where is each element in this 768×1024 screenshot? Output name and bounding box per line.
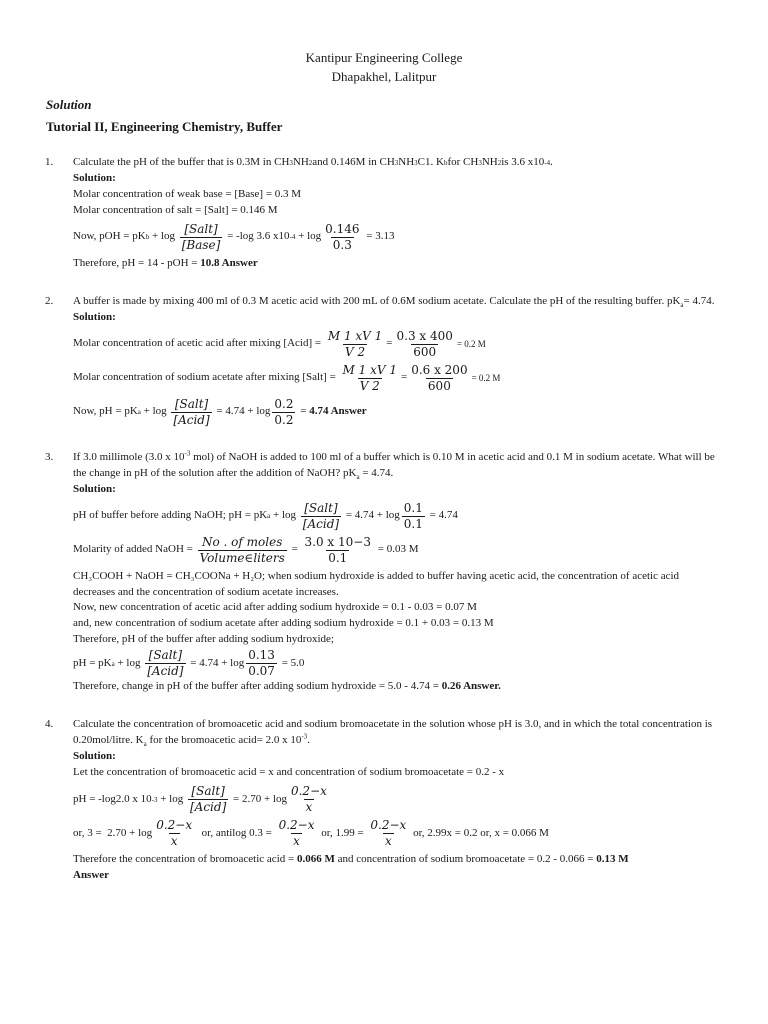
equation-line: Molarity of added NaOH = $\frac{\text{No . of moles}}{\text{Volume∈liters}}$ = $\frac{3.0 x 10-3}{0.1}$ = 0.03 M <box>73 534 419 565</box>
eq-text: = -log 3.6 x10 <box>224 230 290 243</box>
question-text: Calculate the pH of the buffer that is 0.3M in CH 3 NH 2 and 0.146M in CH 3 NH 3 C1. K b for CH 3 NH 2 is 3.6 x10 -4 . <box>73 155 553 168</box>
college-location: Dhapakhel, Lalitpur <box>331 69 437 84</box>
equation-line: pH of buffer before adding NaOH; pH = pK a + log $\frac{\text{[Salt]}}{\text{[Acid]}}$ = 4.74 + log $\frac{0.1}{0.1}$ = 4.74 <box>73 500 458 531</box>
fraction: $\frac{\text{No . of moles}}{\text{Volume∈liters}}$ <box>199 534 285 565</box>
solution-label: Solution: <box>73 482 116 495</box>
fraction: $\frac{M 1 xV 1}{V 2}$ <box>342 362 397 393</box>
question-number: 2. <box>45 294 54 307</box>
equation-line: Now, pH = pK a + log $\frac{\text{[Salt]}}{\text{[Acid]}}$ = 4.74 + log $\frac{0.2}{0.2}$ = 4.74 Answer <box>73 396 367 427</box>
fraction: $\frac{0.146}{0.3}$ <box>325 221 360 252</box>
equation-line: or, 3 = 2.70 + log $\frac{0.2-x}{x}$ or, antilog 0.3 = $\frac{0.2-x}{x}$ or, 1.99 = $\frac{0.2-x}{x}$ or, 2.99x = 0.2 or, x = 0.066 M <box>73 818 549 849</box>
equation-line: Now, pOH = pK b + log $\frac{\text{[Salt]}}{\text{[Base]}}$ = -log 3.6 x10 -4 + log $\frac{0.146}{0.3}$ = 3.13 <box>73 221 395 252</box>
eq-text: = 3.13 <box>363 230 395 243</box>
solution-line: and, new concentration of sodium acetate after adding sodium hydroxide = 0.1 + 0.03 = 0.13 M <box>73 617 494 630</box>
question-3 <box>45 449 722 696</box>
solution-line: Molar concentration of salt = [Salt] = 0.146 M <box>73 203 278 216</box>
fraction: $\frac{0.2-x}{x}$ <box>156 818 193 849</box>
answer: 0.066 M <box>296 853 335 866</box>
fraction: $\frac{\text{[Salt]}}{\text{[Acid]}}$ <box>189 784 227 815</box>
solution-label: Solution: <box>73 750 116 763</box>
solution-label: Solution: <box>73 171 116 184</box>
fraction: $\frac{0.6 x 200}{600}$ <box>411 362 468 393</box>
fraction: $\frac{\text{[Salt]}}{\text{[Acid]}}$ <box>173 396 210 427</box>
question-text: If 3.0 millimole (3.0 x $10^{-3}$ mol) of NaOH is added to 100 ml of a buffer which is 0.10 M in acetic acid and 0.1 M in sodium acetate. What will be the change in pH of the solution after the addition of NaOH? $pK_a = 4.74$. <box>73 449 715 481</box>
fraction: $\frac{0.1}{0.1}$ <box>403 500 423 531</box>
doc-label: Solution <box>46 97 92 112</box>
question-text: A buffer is made by mixing 400 ml of 0.3 M acetic acid with 200 mL of 0.6M sodium acetate. Calculate the pH of the resulting buffer. $pK_a= 4.74$. <box>73 294 715 309</box>
eq-text: + log <box>295 230 322 243</box>
answer: 0.26 Answer. <box>441 680 501 693</box>
question-4 <box>45 717 722 884</box>
equation-line: Molar concentration of acetic acid after mixing [Acid] = $\frac{M 1 xV 1}{V 2}$ = $\frac{0.3 x 400}{600}$ = 0.2 M <box>73 328 486 359</box>
answer-line: Therefore, change in pH of the buffer after adding sodium hydroxide = 5.0 - 4.74 = 0.26 Answer. <box>73 679 722 695</box>
fraction: $\frac{M 1 xV 1}{V 2}$ <box>327 328 383 359</box>
solution-line: Molar concentration of weak base = [Base] = 0.3 M <box>73 187 302 200</box>
solution-label: Solution: <box>73 310 116 323</box>
equation-line: pH = pK a + log $\frac{\text{[Salt]}}{\text{[Acid]}}$ = 4.74 + log $\frac{0.13}{0.07}$ = 5.0 <box>73 648 305 679</box>
solution-line: Now, new concentration of acetic acid after adding sodium hydroxide = 0.1 - 0.03 = 0.07 M <box>73 601 477 614</box>
fraction: $\frac{\text{[Salt]}}{\text{[Acid]}}$ <box>302 500 340 531</box>
question-1 <box>45 155 722 272</box>
fraction: $\frac{0.2-x}{x}$ <box>278 818 315 849</box>
fraction: $\frac{0.2-x}{x}$ <box>290 784 327 815</box>
eq-text: + log <box>149 230 178 243</box>
answer: Answer <box>73 869 110 882</box>
question-text: Calculate the concentration of bromoacetic acid and sodium bromoacetate in the solution whose pH is 3.0, and in which the total concentration is 0.20mol/litre. $K_a$ for the bromoacetic acid= 2.0 x $10^{-3}$. <box>73 718 713 749</box>
equation-line: pH = -log2.0 x 10 -3 + log $\frac{\text{[Salt]}}{\text{[Acid]}}$ = 2.70 + log $\frac{0.2-x}{x}$ <box>73 784 327 815</box>
answer-line: Therefore, pH = 14 - pOH = 10.8 Answer <box>73 256 722 272</box>
solution-line: Therefore, pH of the buffer after adding sodium hydroxide; <box>73 633 334 646</box>
equation-line: Molar concentration of sodium acetate after mixing [Salt] = $\frac{M 1 xV 1}{V 2}$ = $\frac{0.6 x 200}{600}$ = 0.2 M <box>73 362 501 393</box>
question-number: 4. <box>45 718 54 731</box>
fraction: $\frac{0.2-x}{x}$ <box>370 818 407 849</box>
solution-line: CH₃COOH + NaOH = CH₃COONa + H₂O; when sodium hydroxide is added to buffer having acetic acid, the concentration of acetic acid decreases and the concentration of sodium acetate increases. <box>73 569 680 598</box>
fraction: $\frac{\text{[Salt]}}{\text{[Acid]}}$ <box>147 648 184 679</box>
fraction: $\frac{3.0 x 10-3}{0.1}$ <box>304 534 371 565</box>
doc-title: Tutorial II, Engineering Chemistry, Buffer <box>46 118 283 134</box>
eq-text: Now, pOH = pK <box>73 230 146 243</box>
fraction: $\frac{0.2}{0.2}$ <box>274 396 294 427</box>
fraction: $\frac{0.13}{0.07}$ <box>248 648 275 679</box>
question-number: 3. <box>45 450 54 463</box>
question-2 <box>45 294 722 428</box>
answer-line: Therefore the concentration of bromoacetic acid = 0.066 M and concentration of sodium bromoacetate = 0.2 - 0.066 = 0.13 M Answer <box>73 853 629 882</box>
fraction: $\frac{\text{[Salt]}}{\text{[Base]}}$ <box>181 221 221 252</box>
fraction: $\frac{0.3 x 400}{600}$ <box>396 328 453 359</box>
solution-line: Let the concentration of bromoacetic acid = x and concentration of sodium bromoacetate = 0.2 - x <box>73 766 505 779</box>
question-number: 1. <box>45 155 54 168</box>
answer: 0.13 M <box>596 853 629 866</box>
answer: 4.74 Answer <box>309 405 367 418</box>
answer: 10.8 Answer <box>200 256 258 269</box>
college-name: Kantipur Engineering College <box>305 50 463 65</box>
